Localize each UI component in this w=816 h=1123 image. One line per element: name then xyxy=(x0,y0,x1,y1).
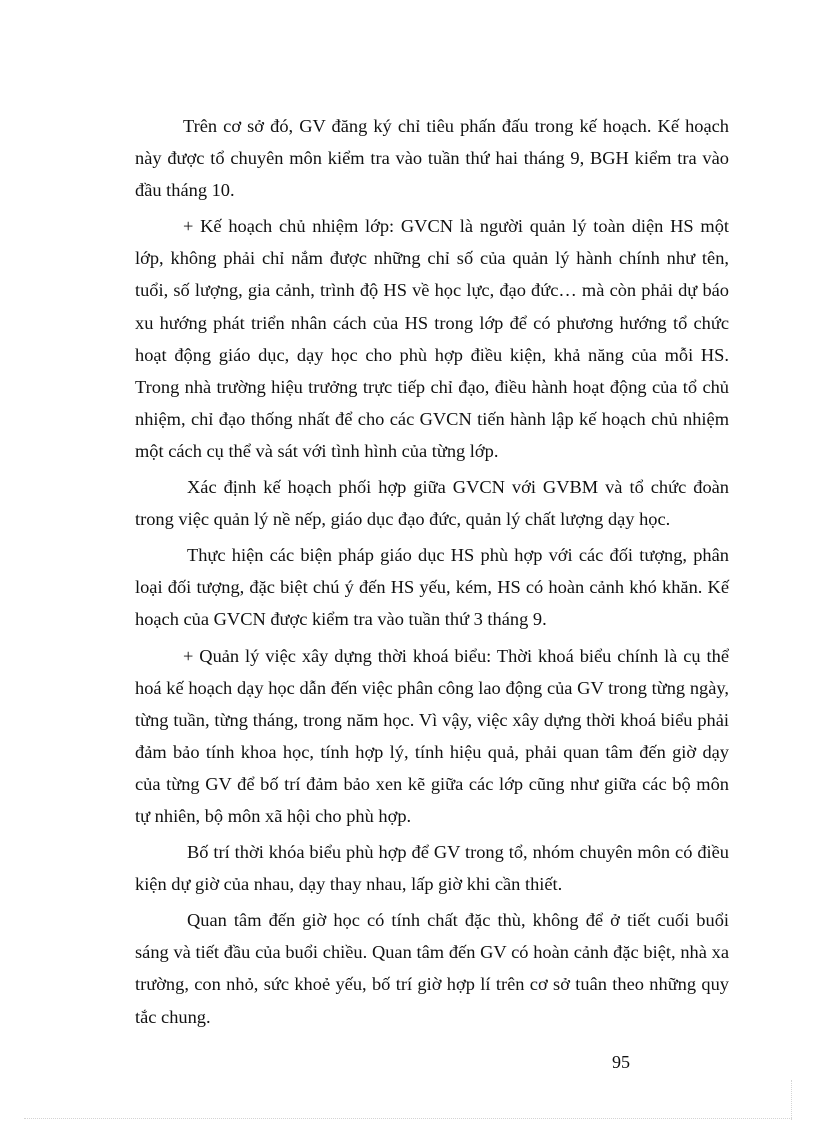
page-bottom-border xyxy=(24,1118,792,1119)
page-number: 95 xyxy=(612,1052,630,1072)
paragraph-2: + Kế hoạch chủ nhiệm lớp: GVCN là người quản lý toàn diện HS một lớp, không phải chỉ nắm được những chỉ số của quản lý hành chính như tên, tuổi, số lượng, gia cảnh, trình độ HS về học lực, đạo đức… mà còn phải dự báo xu hướng phát triển nhân cách của HS trong lớp để có phương hướng tổ chức hoạt động giáo dục, dạy học cho phù hợp điều kiện, khả năng của mỗi HS. Trong nhà trường hiệu trưởng trực tiếp chỉ đạo, điều hành hoạt động của tổ chủ nhiệm, chỉ đạo thống nhất để cho các GVCN tiến hành lập kế hoạch chủ nhiệm một cách cụ thể và sát với tình hình của từng lớp. xyxy=(135,216,729,461)
paragraph-5: + Quản lý việc xây dựng thời khoá biểu: Thời khoá biểu chính là cụ thể hoá kế hoạch dạy học dẫn đến việc phân công lao động của GV trong từng ngày, từng tuần, từng tháng, trong năm học. Vì vậy, việc xây dựng thời khoá biểu phải đảm bảo tính khoa học, tính hợp lý, tính hiệu quả, phải quan tâm đến giờ dạy của từng GV để bố trí đảm bảo xen kẽ giữa các lớp cũng như giữa các bộ môn tự nhiên, bộ môn xã hội cho phù hợp. xyxy=(135,645,729,826)
paragraph-1: Trên cơ sở đó, GV đăng ký chỉ tiêu phấn đấu trong kế hoạch. Kế hoạch này được tổ chuyên môn kiểm tra vào tuần thứ hai tháng 9, BGH kiểm tra vào đầu tháng 10. xyxy=(135,116,729,201)
page-right-border xyxy=(791,1080,792,1120)
paragraph-7: Quan tâm đến giờ học có tính chất đặc thù, không để ở tiết cuối buổi sáng và tiết đầu của buổi chiều. Quan tâm đến GV có hoàn cảnh đặc biệt, nhà xa trường, con nhỏ, sức khoẻ yếu, bố trí giờ hợp lí trên cơ sở tuân theo những quy tắc chung. xyxy=(135,910,729,1027)
body-text xyxy=(135,110,729,1033)
paragraph-3: Xác định kế hoạch phối hợp giữa GVCN với GVBM và tổ chức đoàn trong việc quản lý nề nếp, giáo dục đạo đức, quản lý chất lượng dạy học. xyxy=(135,477,729,530)
paragraph-4: Thực hiện các biện pháp giáo dục HS phù hợp với các đối tượng, phân loại đối tượng, đặc biệt chú ý đến HS yếu, kém, HS có hoàn cảnh khó khăn. Kế hoạch của GVCN được kiểm tra vào tuần thứ 3 tháng 9. xyxy=(135,545,729,630)
paragraph-6: Bố trí thời khóa biểu phù hợp để GV trong tổ, nhóm chuyên môn có điều kiện dự giờ của nhau, dạy thay nhau, lấp giờ khi cần thiết. xyxy=(135,842,729,895)
